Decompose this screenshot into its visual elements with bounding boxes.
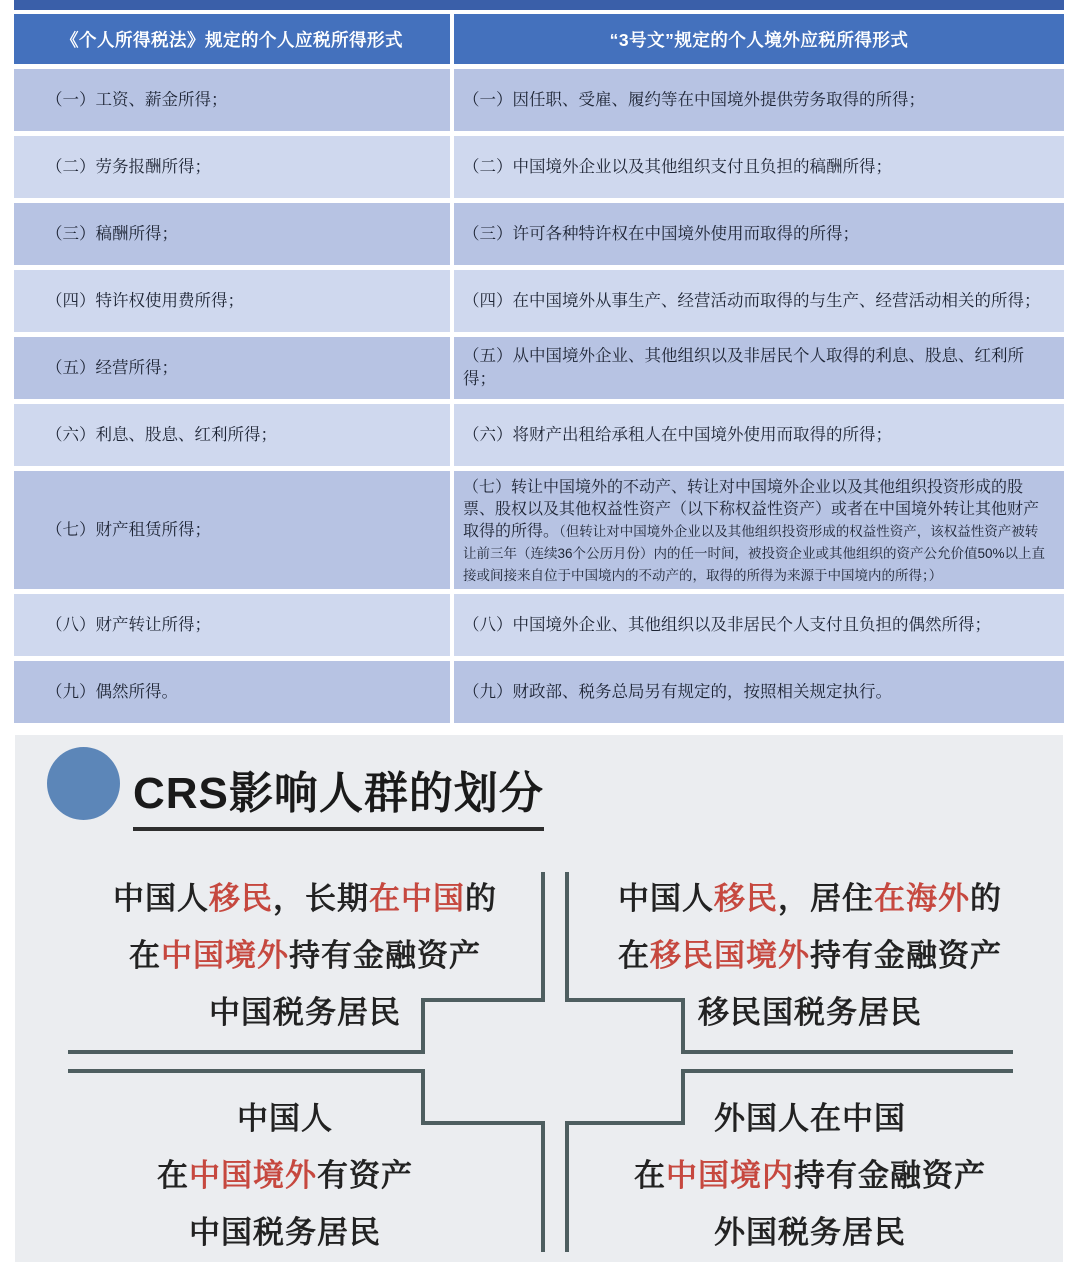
- highlighted-text-segment: 移民: [209, 881, 273, 916]
- cell-domestic-income-form: （四）特许权使用费所得；: [14, 270, 450, 332]
- quadrant-chinese-with-offshore-assets: [45, 1090, 525, 1261]
- cell-domestic-income-form: （一）工资、薪金所得；: [14, 69, 450, 131]
- quadrant-text-line: [45, 1147, 525, 1204]
- table-row: [14, 270, 1064, 332]
- text-segment: 持有金融资产: [289, 938, 481, 973]
- highlighted-text-segment: 移民: [714, 881, 778, 916]
- quadrant-text-line: [580, 1147, 1040, 1204]
- quadrant-text-line: [55, 870, 555, 927]
- quadrant-text-line: [580, 984, 1040, 1041]
- cell-domestic-income-form: （五）经营所得；: [14, 337, 450, 399]
- cell-overseas-income-form: （四）在中国境外从事生产、经营活动而取得的与生产、经营活动相关的所得；: [454, 270, 1064, 332]
- table-row: [14, 337, 1064, 399]
- quadrant-text-line: [45, 1204, 525, 1261]
- crs-population-diagram: [15, 735, 1063, 1262]
- text-segment: ，居住: [778, 881, 874, 916]
- quadrant-text-line: [580, 870, 1040, 927]
- text-segment: 中国税务居民: [209, 995, 401, 1030]
- table-row: [14, 69, 1064, 131]
- table-row: [14, 404, 1064, 466]
- text-segment: 中国人: [237, 1101, 333, 1136]
- cell-domestic-income-form: （二）劳务报酬所得；: [14, 136, 450, 198]
- cell-overseas-income-note: （但转让对中国境外企业以及其他组织投资形成的权益性资产，该权益性资产被转让前三年（连续36个公历月份）内的任一时间，被投资企业或其他组织的资产公允价值50%以上直接或间接来自位于中国境内的不动产的，取得的所得为来源于中国境内的所得；）: [463, 524, 1046, 583]
- table-body: [14, 69, 1064, 723]
- highlighted-text-segment: 移民国境外: [650, 938, 810, 973]
- text-segment: 中国税务居民: [189, 1215, 381, 1250]
- quadrant-chinese-emigrant-abroad: [580, 870, 1040, 1041]
- table-header-row: [14, 14, 1064, 64]
- text-segment: 在: [157, 1158, 189, 1193]
- cell-domestic-income-form: （六）利息、股息、红利所得；: [14, 404, 450, 466]
- text-segment: 外国人在中国: [714, 1101, 906, 1136]
- cell-overseas-income-form: （五）从中国境外企业、其他组织以及非居民个人取得的利息、股息、红利所得；: [454, 337, 1064, 399]
- table-row: [14, 136, 1064, 198]
- text-segment: 在: [618, 938, 650, 973]
- cell-overseas-income-form: （七）转让中国境外的不动产、转让对中国境外企业以及其他组织投资形成的股票、股权以及其他权益性资产（以下称权益性资产）或者在中国境外转让其他财产取得的所得。（但转让对中国境外企业以及其他组织投资形成的权益性资产，该权益性资产被转让前三年（连续36个公历月份）内的任一时间，被投资企业或其他组织的资产公允价值50%以上直接或间接来自位于中国境内的不动产的，取得的所得为来源于中国境内的所得；）: [454, 471, 1064, 589]
- quadrant-text-line: [580, 927, 1040, 984]
- tax-income-comparison-table: [14, 0, 1064, 723]
- text-segment: 移民国税务居民: [698, 995, 922, 1030]
- cell-overseas-income-form: （八）中国境外企业、其他组织以及非居民个人支付且负担的偶然所得；: [454, 594, 1064, 656]
- quadrant-foreigner-in-china: [580, 1090, 1040, 1261]
- table-row: [14, 594, 1064, 656]
- text-segment: 有资产: [317, 1158, 413, 1193]
- table-row: [14, 661, 1064, 723]
- cell-overseas-income-form: （九）财政部、税务总局另有规定的，按照相关规定执行。: [454, 661, 1064, 723]
- quadrant-chinese-emigrant-in-china: [55, 870, 555, 1041]
- text-segment: 外国税务居民: [714, 1215, 906, 1250]
- table-top-strip: [14, 0, 1064, 10]
- quadrant-text-line: [55, 927, 555, 984]
- highlighted-text-segment: 在海外: [874, 881, 970, 916]
- cell-domestic-income-form: （三）稿酬所得；: [14, 203, 450, 265]
- text-segment: ，长期: [273, 881, 369, 916]
- quadrant-text-line: [55, 984, 555, 1041]
- cell-overseas-income-form: （三）许可各种特许权在中国境外使用而取得的所得；: [454, 203, 1064, 265]
- text-segment: 在: [129, 938, 161, 973]
- cell-domestic-income-form: （八）财产转让所得；: [14, 594, 450, 656]
- quadrant-text-line: [580, 1090, 1040, 1147]
- table-header-domestic-law: 《个人所得税法》规定的个人应税所得形式: [14, 14, 450, 64]
- table-row: [14, 471, 1064, 589]
- text-segment: 持有金融资产: [794, 1158, 986, 1193]
- text-segment: 中国人: [113, 881, 209, 916]
- highlighted-text-segment: 中国境外: [161, 938, 289, 973]
- cell-domestic-income-form: （七）财产租赁所得；: [14, 471, 450, 589]
- highlighted-text-segment: 在中国: [369, 881, 465, 916]
- text-segment: 中国人: [618, 881, 714, 916]
- cell-domestic-income-form: （九）偶然所得。: [14, 661, 450, 723]
- text-segment: 持有金融资产: [810, 938, 1002, 973]
- table-row: [14, 203, 1064, 265]
- text-segment: 在: [634, 1158, 666, 1193]
- highlighted-text-segment: 中国境外: [189, 1158, 317, 1193]
- cell-overseas-income-form: （六）将财产出租给承租人在中国境外使用而取得的所得；: [454, 404, 1064, 466]
- table-header-circular3: “3号文”规定的个人境外应税所得形式: [454, 14, 1064, 64]
- cell-overseas-income-form: （一）因任职、受雇、履约等在中国境外提供劳务取得的所得；: [454, 69, 1064, 131]
- text-segment: 的: [465, 881, 497, 916]
- quadrant-text-line: [580, 1204, 1040, 1261]
- text-segment: 的: [970, 881, 1002, 916]
- highlighted-text-segment: 中国境内: [666, 1158, 794, 1193]
- diagram-title: CRS影响人群的划分: [133, 757, 544, 831]
- cell-overseas-income-form: （二）中国境外企业以及其他组织支付且负担的稿酬所得；: [454, 136, 1064, 198]
- quadrant-text-line: [45, 1090, 525, 1147]
